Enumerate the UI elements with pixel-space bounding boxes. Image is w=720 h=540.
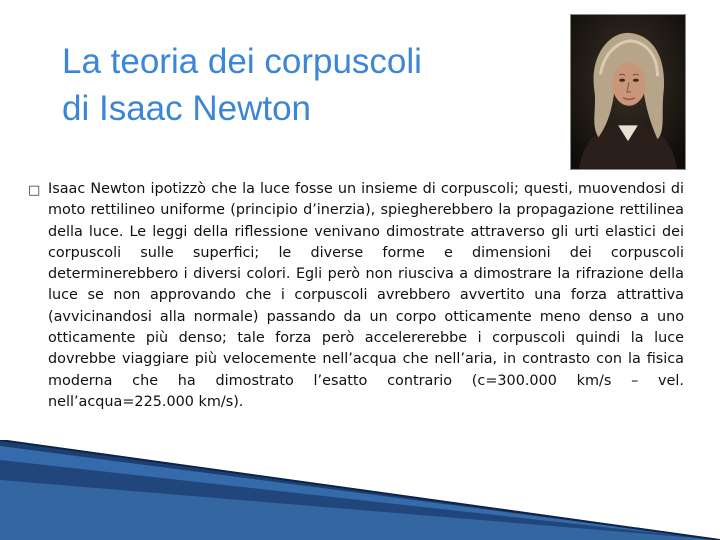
portrait-illustration [571,15,685,169]
square-bullet-icon: □ [28,183,41,198]
bottom-wave-decoration [0,440,720,540]
newton-portrait [570,14,686,170]
slide-title-line-1: La teoria dei corpuscoli [62,42,422,81]
slide-title-line-2: di Isaac Newton [62,89,312,128]
slide-body-text: Isaac Newton ipotizzò che la luce fosse un insieme di corpuscoli; questi, muovendosi di moto rettilineo uniforme (principio d’inerzia), spiegherebbero la propagazione rettilinea della luce. Le leggi della riflessione venivano dimostrate attraverso gli urti elastici dei corpuscoli sulle superfici; le diverse forme e dimensioni dei corpuscoli determinerebbero i diversi colori. Egli però non riusciva a dimostrare la rifrazione della luce se non approvando che i corpuscoli avrebbero avvertito una forza attrattiva (avvicinandosi alla normale) passando da un corpo otticamente meno denso a uno otticamente più denso; tale forza però accelererebbe i corpuscoli quindi la luce dovrebbe viaggiare più velocemente nell’acqua che nell’aria, in contrasto con la fisica moderna che ha dimostrato l’esatto contrario (c=300.000 km/s – vel. nell’acqua=225.000 km/s). [48,181,684,410]
slide-title [62,38,542,132]
